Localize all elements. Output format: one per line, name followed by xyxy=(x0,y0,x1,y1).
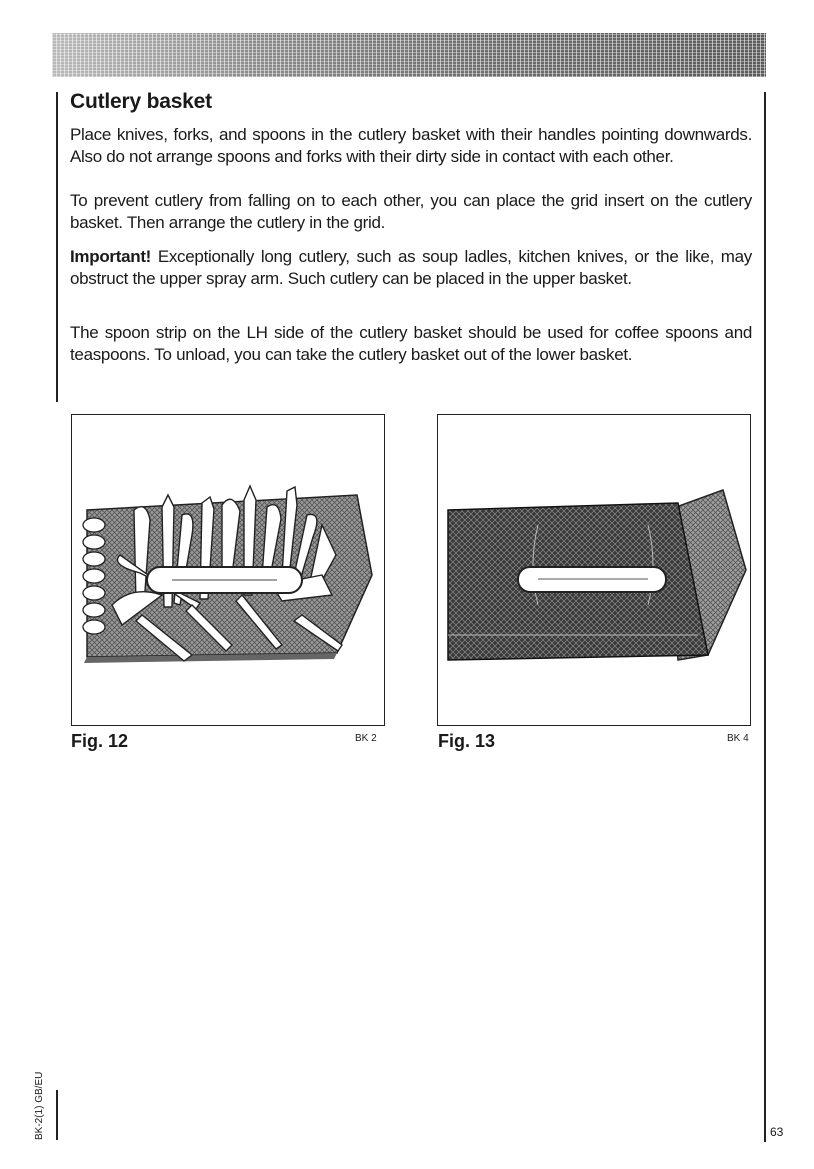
figure-12-label: Fig. 12 xyxy=(71,731,129,751)
right-rule xyxy=(764,92,766,1142)
left-rule-bottom xyxy=(56,1090,58,1140)
header-bar xyxy=(52,33,766,77)
figure-13-frame xyxy=(437,414,751,726)
figure-13-label: Fig. 13 xyxy=(438,731,496,751)
paragraph-important xyxy=(70,246,752,290)
figure-12-frame xyxy=(71,414,385,726)
important-label: Important! xyxy=(70,247,152,266)
side-document-code: BK-2(1) GB/EU xyxy=(34,1071,45,1140)
section-title: Cutlery basket xyxy=(70,90,212,113)
cutlery-basket-illustration xyxy=(72,415,384,725)
left-rule xyxy=(56,92,58,402)
paragraph-grid-insert: To prevent cutlery from falling on to each other, you can place the grid insert on the cutlery basket. Then arrange the cutlery in the grid. xyxy=(70,191,752,232)
page-number: 63 xyxy=(770,1125,784,1139)
paragraph-cutlery-placement: Place knives, forks, and spoons in the cutlery basket with their handles pointing downwards. Also do not arrange spoons and forks with their dirty side in contact with each other. xyxy=(70,125,752,166)
grid-insert-basket-illustration xyxy=(438,415,750,725)
important-text: Exceptionally long cutlery, such as soup ladles, kitchen knives, or the like, may obstruct the upper spray arm. Such cutlery can be placed in the upper basket. xyxy=(70,247,752,288)
figure-13-code: BK 4 xyxy=(727,733,749,744)
figure-12-code: BK 2 xyxy=(355,733,377,744)
paragraph-spoon-strip: The spoon strip on the LH side of the cutlery basket should be used for coffee spoons and teaspoons. To unload, you can take the cutlery basket out of the lower basket. xyxy=(70,323,752,364)
